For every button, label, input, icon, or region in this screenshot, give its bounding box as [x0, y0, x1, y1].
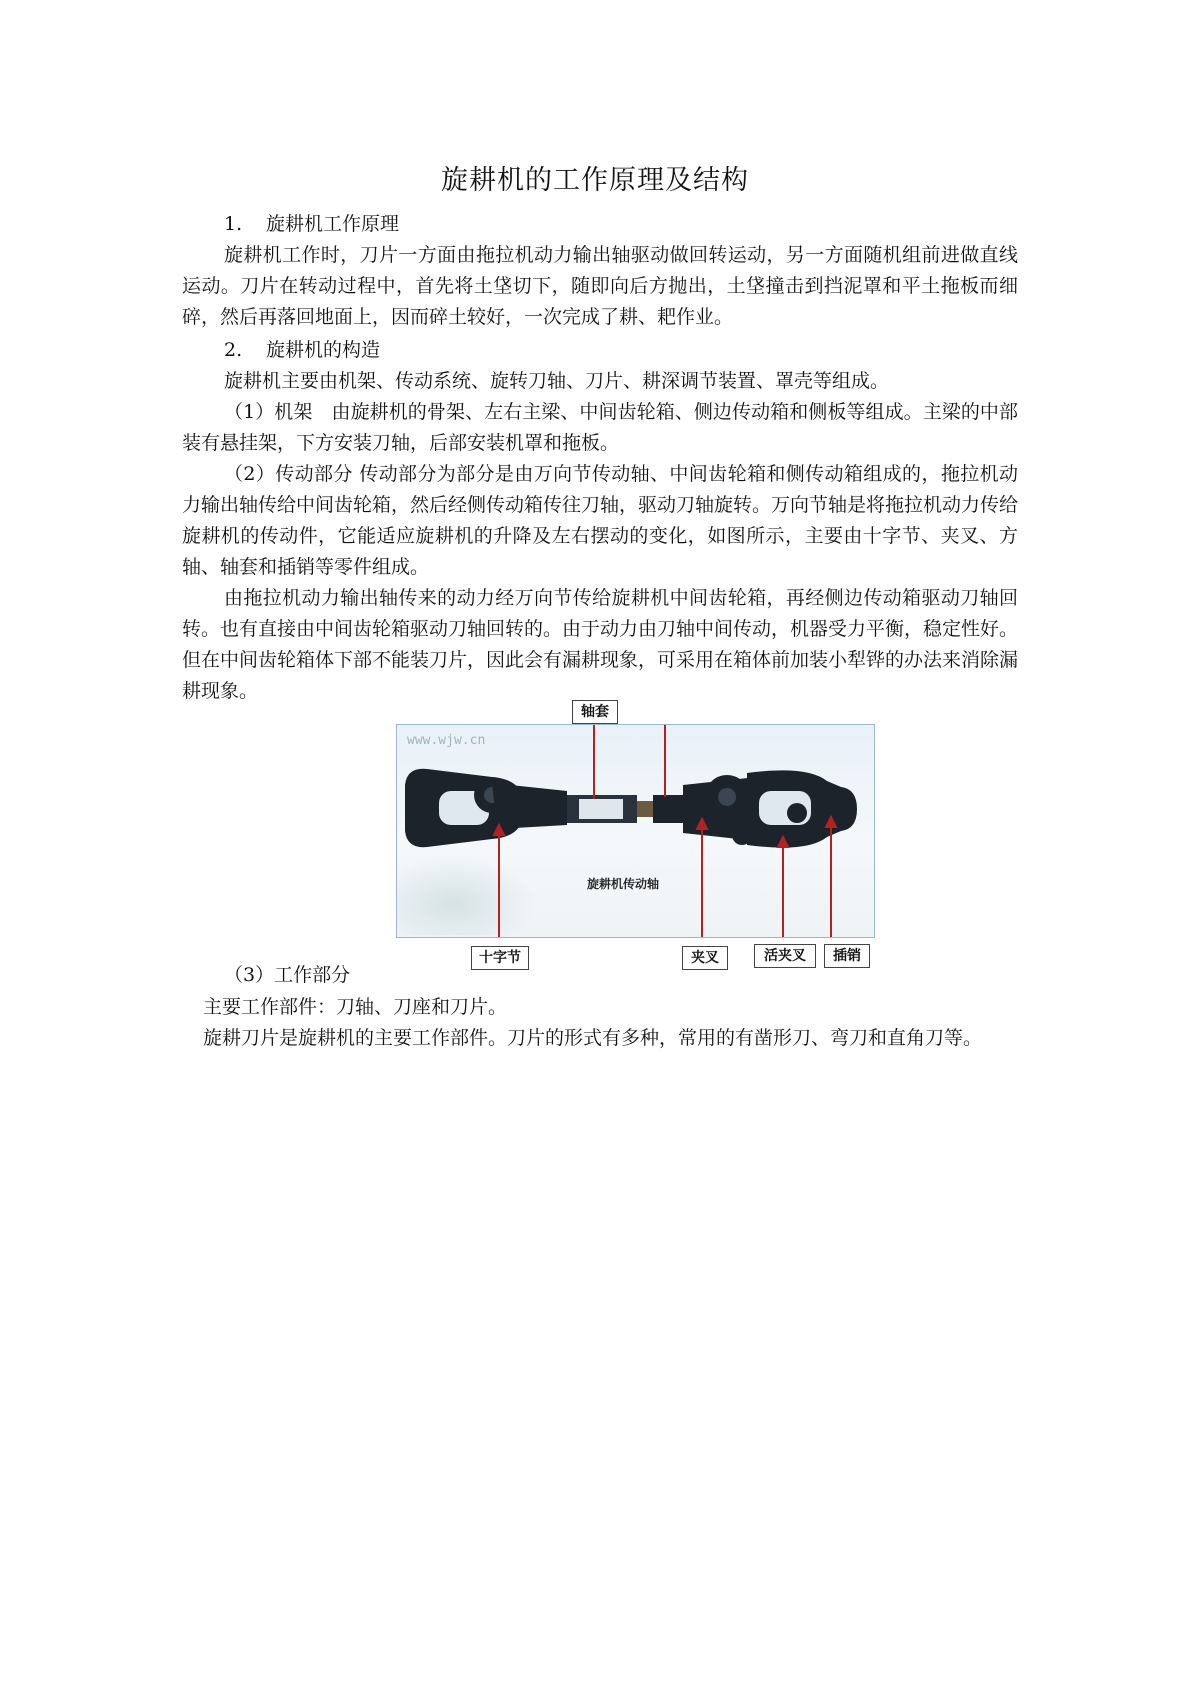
label-yoke: 夹叉 — [682, 946, 728, 970]
section-number: 2. — [224, 339, 243, 361]
paragraph-working-principle: 旋耕机工作时，刀片一方面由拖拉机动力输出轴驱动做回转运动，另一方面随机组前进做直线运动。刀片在转动过程中，首先将土垡切下，随即向后方抛出，土垡撞击到挡泥罩和平土拖板而细碎，然后再落回地面上，因而碎土较好，一次完成了耕、耙作业。 — [182, 244, 1018, 328]
section-heading-1 — [224, 209, 399, 240]
paragraph-main-parts: 主要工作部件：刀轴、刀座和刀片。 — [203, 996, 508, 1018]
subsection-working-parts: （3）工作部分 — [224, 964, 351, 986]
section-heading-text: 旋耕机工作原理 — [266, 213, 400, 235]
drive-shaft-illustration — [397, 725, 874, 937]
label-cross-joint: 十字节 — [471, 946, 529, 970]
document-title: 旋耕机的工作原理及结构 — [441, 165, 749, 196]
paragraph-power-flow: 由拖拉机动力输出轴传来的动力经万向节传给旋耕机中间齿轮箱，再经侧边传动箱驱动刀轴回转。也有直接由中间齿轮箱驱动刀轴回转的。由于动力由刀轴中间传动，机器受力平衡，稳定性好。但在中间齿轮箱体下部不能装刀片，因此会有漏耕现象，可采用在箱体前加装小犁铧的办法来消除漏耕现象。 — [182, 587, 1019, 702]
paragraph-blades: 旋耕刀片是旋耕机的主要工作部件。刀片的形式有多种，常用的有凿形刀、弯刀和直角刀等。 — [203, 1027, 983, 1049]
drive-shaft-figure — [396, 724, 875, 938]
label-pin: 插销 — [824, 944, 870, 968]
watermark: www.wjw.cn — [407, 733, 486, 748]
paragraph-structure-overview: 旋耕机主要由机架、传动系统、旋转刀轴、刀片、耕深调节装置、罩壳等组成。 — [224, 370, 890, 392]
label-sliding-yoke: 活夹叉 — [754, 944, 816, 968]
paragraph-frame: （1）机架 由旋耕机的骨架、左右主梁、中间齿轮箱、侧边传动箱和侧板等组成。主梁的中部装有悬挂架，下方安装刀轴，后部安装机罩和拖板。 — [182, 401, 1018, 454]
section-number: 1. — [224, 213, 243, 235]
section-heading-2 — [224, 335, 380, 366]
section-heading-text: 旋耕机的构造 — [266, 339, 381, 361]
figure-caption: 旋耕机传动轴 — [587, 877, 660, 891]
paragraph-transmission: （2）传动部分 传动部分为部分是由万向节传动轴、中间齿轮箱和侧传动箱组成的，拖拉机动力输出轴传给中间齿轮箱，然后经侧传动箱传往刀轴，驱动刀轴旋转。万向节轴是将拖拉机动力传给旋耕机的传动件，它能适应旋耕机的升降及左右摆动的变化，如图所示，主要由十字节、夹叉、方轴、轴套和插销等零件组成。 — [182, 463, 1019, 578]
label-sleeve: 轴套 — [572, 700, 618, 724]
